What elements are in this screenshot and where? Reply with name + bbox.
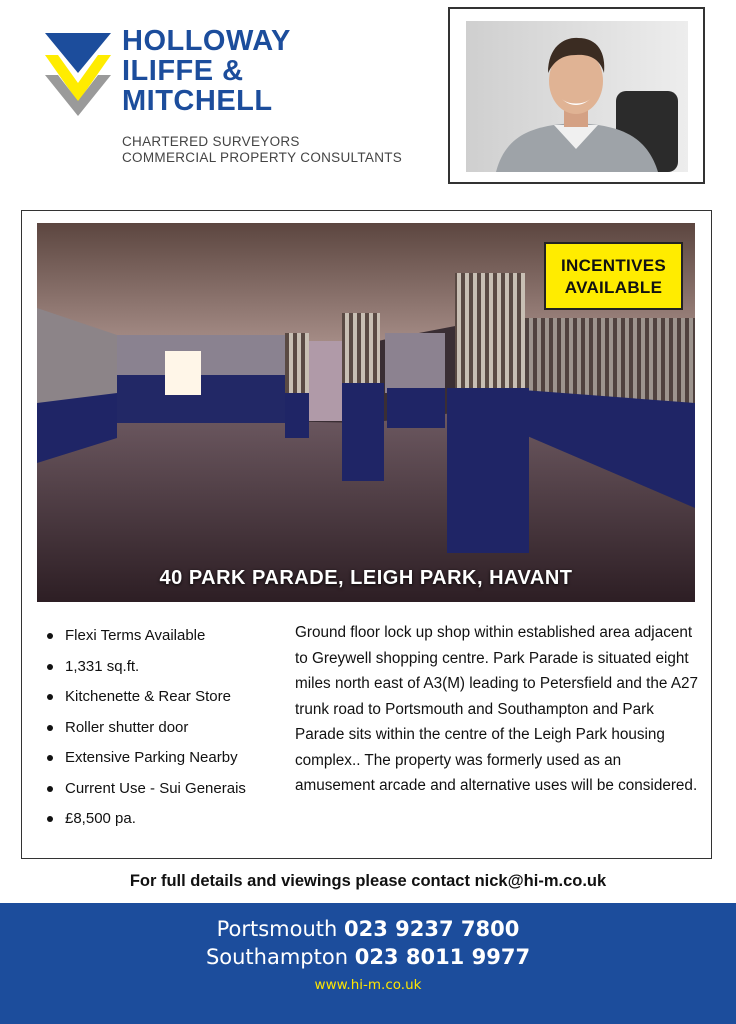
office-phone-portsmouth [0,903,736,943]
bullet-icon [47,755,53,761]
feature-item [41,625,246,656]
bullet-icon [47,633,53,639]
feature-item [41,686,246,717]
agent-photo-frame [448,7,705,184]
feature-text: Roller shutter door [65,718,189,736]
agent-photo [466,21,688,172]
office-phone-number[interactable]: 023 8011 9977 [354,945,531,969]
feature-item [41,717,246,748]
website-link[interactable]: www.hi-m.co.uk [314,977,422,993]
bullet-icon [47,694,53,700]
feature-text: Current Use - Sui Generais [65,779,246,797]
office-phone-southampton [0,943,736,971]
incentives-badge [544,242,683,310]
feature-text: Kitchenette & Rear Store [65,688,231,705]
feature-item [41,778,246,809]
tagline-line: CHARTERED SURVEYORS [122,134,300,149]
company-name-line: MITCHELL [122,85,273,117]
feature-text: £8,500 pa. [65,810,136,827]
feature-item [41,656,246,687]
bullet-icon [47,725,53,731]
feature-list [41,625,246,839]
company-name-line: HOLLOWAY [122,25,291,57]
company-name-line: ILIFFE & [122,55,244,87]
company-logo [42,30,114,116]
feature-text: Extensive Parking Nearby [65,749,238,766]
listing-panel [21,210,712,859]
incentives-badge-line: INCENTIVES [560,256,667,275]
contact-line: For full details and viewings please contact nick@hi-m.co.uk [129,872,607,890]
property-address: 40 PARK PARADE, LEIGH PARK, HAVANT [159,567,573,589]
company-tagline [122,134,402,166]
office-city: Southampton [205,945,349,969]
feature-text: 1,331 sq.ft. [65,657,140,675]
feature-item [41,747,246,778]
bullet-icon [47,664,53,670]
footer-banner [0,903,736,1024]
tagline-line: COMMERCIAL PROPERTY CONSULTANTS [122,150,403,165]
office-city: Portsmouth [216,917,338,941]
property-description: Ground floor lock up shop within established area adjacent to Greywell shopping centre. Park Parade is situated eight miles north east of A3(M) leading to Petersfield and the A27 trunk road to Portsmouth and Southampton and Park Parade sits within the centre of the Leigh Park housing complex.. The property was formerly used as an amusement arcade and alternative uses will be considered. [295,624,699,794]
incentives-badge-line: AVAILABLE [564,278,663,297]
office-phone-number[interactable]: 023 9237 7800 [344,917,520,941]
company-name [122,26,291,116]
property-photo [37,223,695,602]
bullet-icon [47,816,53,822]
feature-item [41,808,246,839]
bullet-icon [47,786,53,792]
feature-text: Flexi Terms Available [65,627,206,644]
